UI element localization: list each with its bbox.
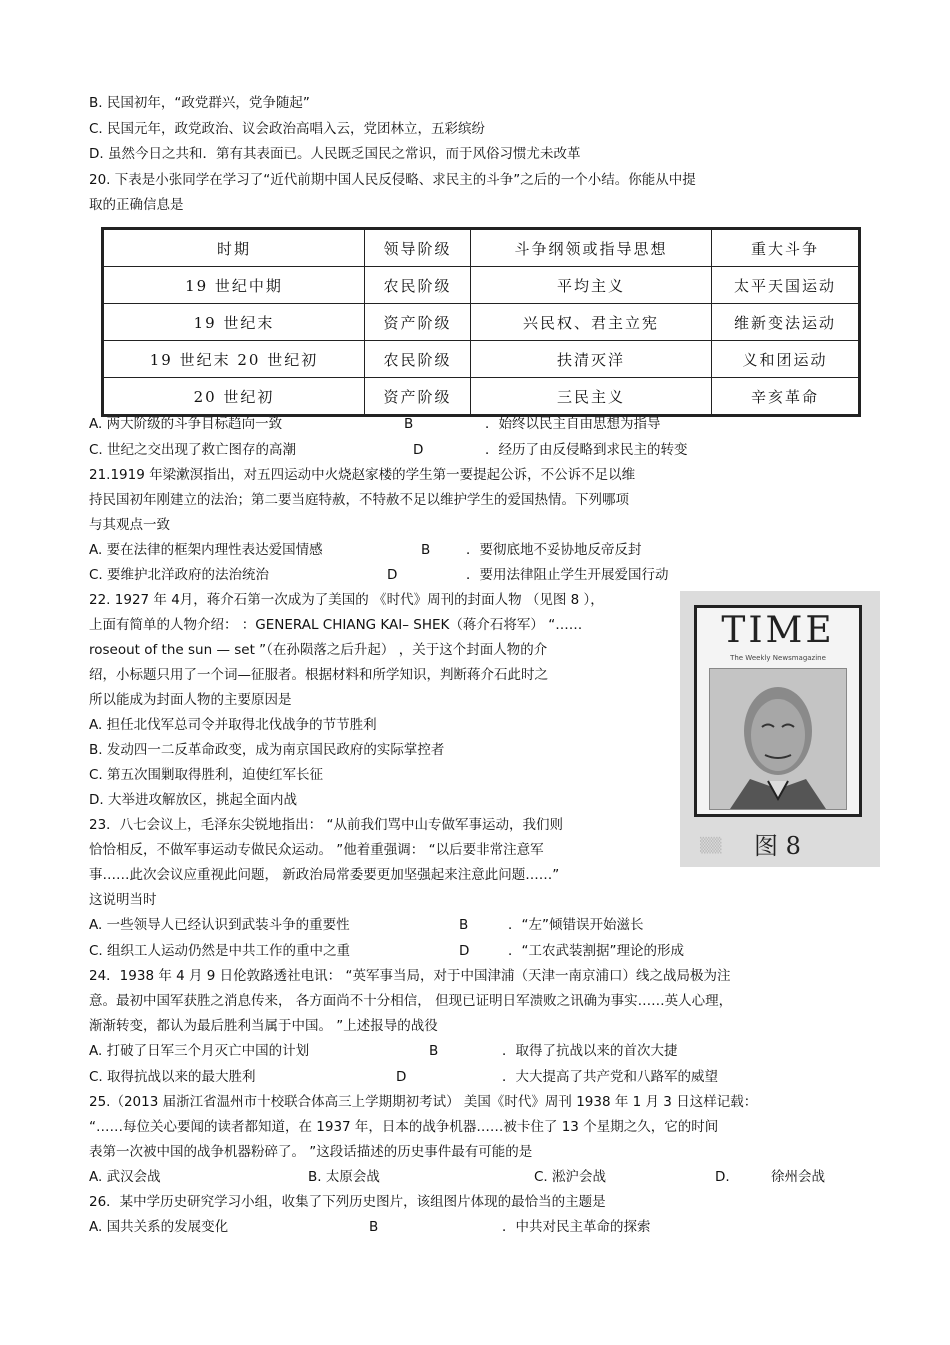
table-cell: 19 世纪末 <box>103 304 365 341</box>
table-cell: 义和团运动 <box>712 341 860 378</box>
q19-option-b: B. 民国初年，“政党群兴，党争随起” <box>89 95 310 111</box>
q20-option-c: C. 世纪之交出现了救亡图存的高潮 <box>89 442 297 458</box>
q24-option-d-marker: D <box>396 1069 407 1085</box>
q23-option-b: ．“左”倾错误开始滋长 <box>508 917 644 933</box>
table-row <box>103 378 860 416</box>
table-cell: 20 世纪初 <box>103 378 365 416</box>
q25-stem-line1: 25.（2013 届浙江省温州市十校联合体高三上学期期初考试） 美国《时代》周刊 1938 年 1 月 3 日这样记载： <box>89 1094 758 1110</box>
q23-option-a: A. 一些领导人已经认识到武装斗争的重要性 <box>89 917 350 933</box>
table-cell: 扶清灭洋 <box>471 341 712 378</box>
table-header-cell: 时期 <box>103 229 365 267</box>
q23-option-d-marker: D <box>459 943 470 959</box>
figure-8-time-cover <box>680 591 880 867</box>
q19-option-d: D. 虽然今日之共和．第有其表面已。人民既乏国民之常识，而于风俗习惯尤未改革 <box>89 146 581 162</box>
q24-option-b-marker: B <box>429 1043 439 1059</box>
q26-option-a: A. 国共关系的发展变化 <box>89 1219 229 1235</box>
q25-option-d-marker: D. <box>715 1169 730 1185</box>
q23-stem-line3: 事……此次会议应重视此问题， 新政治局常委要更加坚强起来注意此问题……” <box>89 867 560 883</box>
q20-option-d: ．经历了由反侵略到求民主的转变 <box>485 442 688 458</box>
q21-option-b-marker: B <box>421 542 431 558</box>
figure-caption: 图 8 <box>754 832 801 860</box>
q24-option-c: C. 取得抗战以来的最大胜利 <box>89 1069 256 1085</box>
q24-option-a: A. 打破了日军三个月灭亡中国的计划 <box>89 1043 310 1059</box>
magazine-subtitle: The Weekly Newsmagazine <box>730 654 826 662</box>
q23-option-b-marker: B <box>459 917 469 933</box>
q21-option-d: ．要用法律阻止学生开展爱国行动 <box>466 567 669 583</box>
q21-option-d-marker: D <box>387 567 398 583</box>
table-cell: 三民主义 <box>471 378 712 416</box>
q21-option-b: ．要彻底地不妥协地反帝反封 <box>466 542 642 558</box>
q25-stem-line3: 表第一次被中国的战争机器粉碎了。 ”这段话描述的历史事件最有可能的是 <box>89 1144 533 1160</box>
q20-option-b: ．始终以民主自由思想为指导 <box>485 416 661 432</box>
q24-stem-line2: 意。最初中国军获胜之消息传来， 各方面尚不十分相信， 但现已证明日军溃败之讯确为事实……英人心理， <box>89 993 733 1009</box>
q20-stem-line1: 20. 下表是小张同学在学习了“近代前期中国人民反侵略、求民主的斗争”之后的一个小结。你能从中提 <box>89 172 696 188</box>
q22-stem-line2: 上面有简单的人物介绍： ：GENERAL CHIANG KAI– SHEK（蒋介石将军） “…… <box>89 617 583 633</box>
q20-option-d-marker: D <box>413 442 424 458</box>
q22-option-b: B. 发动四一二反革命政变，成为南京国民政府的实际掌控者 <box>89 742 445 758</box>
q19-option-c: C. 民国元年，政党政治、议会政治高唱入云，党团林立，五彩缤纷 <box>89 121 486 137</box>
q24-option-b: ．取得了抗战以来的首次大捷 <box>502 1043 678 1059</box>
q21-stem-line3: 与其观点一致 <box>89 517 170 533</box>
q25-stem-line2: “……每位关心要闻的读者都知道，在 1937 年，日本的战争机器……被卡住了 13 个星期之久，它的时间 <box>89 1119 719 1135</box>
q26-option-b: ．中共对民主革命的探索 <box>502 1219 651 1235</box>
table-header-row <box>103 229 860 267</box>
table-cell: 农民阶级 <box>365 341 471 378</box>
q24-stem-line3: 渐渐转变，都认为最后胜利当属于中国。 ”上述报导的战役 <box>89 1018 438 1034</box>
table-cell: 农民阶级 <box>365 267 471 304</box>
q22-stem-line1: 22. 1927 年 4月，蒋介石第一次成为了美国的 《时代》周刊的封面人物 （见图 8 ）， <box>89 592 604 608</box>
q20-option-b-marker: B <box>404 416 414 432</box>
q23-stem-line2: 恰恰相反，不做军事运动专做民众运动。 ”他着重强调： “以后要非常注意军 <box>89 842 544 858</box>
table-cell: 19 世纪中期 <box>103 267 365 304</box>
q21-stem-line2: 持民国初年刚建立的法治；第二要当庭特赦，不特赦不足以维护学生的爱国热情。下列哪项 <box>89 492 629 508</box>
q23-option-d: ．“工农武装割据”理论的形成 <box>508 943 684 959</box>
table-header-cell: 领导阶级 <box>365 229 471 267</box>
table-cell: 太平天国运动 <box>712 267 860 304</box>
table-row <box>103 267 860 304</box>
scan-smudge-decoration: ▒▒ <box>700 838 722 854</box>
q26-stem-line1: 26．某中学历史研究学习小组，收集了下列历史图片，该组图片体现的最恰当的主题是 <box>89 1194 606 1210</box>
q22-stem-line4: 绍，小标题只用了一个词—征服者。根据材料和所学知识，判断蒋介石此时之 <box>89 667 548 683</box>
q23-stem-line1: 23．八七会议上，毛泽东尖锐地指出： “从前我们骂中山专做军事运动，我们则 <box>89 817 563 833</box>
portrait-image <box>709 668 847 810</box>
table-row <box>103 304 860 341</box>
q25-option-b: B. 太原会战 <box>308 1169 380 1185</box>
q22-option-c: C. 第五次围剿取得胜利，迫使红军长征 <box>89 767 324 783</box>
q22-stem-line5: 所以能成为封面人物的主要原因是 <box>89 692 292 708</box>
magazine-cover-frame <box>694 605 862 817</box>
q21-option-a: A. 要在法律的框架内理性表达爱国情感 <box>89 542 323 558</box>
table-row <box>103 341 860 378</box>
table-cell: 辛亥革命 <box>712 378 860 416</box>
portrait-drawing <box>710 669 846 809</box>
q22-option-a: A. 担任北伐军总司令并取得北伐战争的节节胜利 <box>89 717 377 733</box>
table-cell: 19 世纪末 20 世纪初 <box>103 341 365 378</box>
table-cell: 平均主义 <box>471 267 712 304</box>
table-cell: 资产阶级 <box>365 304 471 341</box>
q22-option-d: D. 大举进攻解放区，挑起全面内战 <box>89 792 297 808</box>
table-cell: 资产阶级 <box>365 378 471 416</box>
q24-stem-line1: 24．1938 年 4 月 9 日伦敦路透社电讯： “英军事当局，对于中国津浦（天津一南京浦口）线之战局极为注 <box>89 968 731 984</box>
magazine-title: TIME <box>721 610 835 651</box>
q25-option-a: A. 武汉会战 <box>89 1169 161 1185</box>
q21-stem-line1: 21.1919 年梁漱溟指出，对五四运动中火烧赵家楼的学生第一要提起公诉，不公诉不足以维 <box>89 467 636 483</box>
table-cell: 兴民权、君主立宪 <box>471 304 712 341</box>
q23-stem-line4: 这说明当时 <box>89 892 157 908</box>
q21-option-c: C. 要维护北洋政府的法治统治 <box>89 567 270 583</box>
table-header-cell: 重大斗争 <box>712 229 860 267</box>
q25-option-c: C. 淞沪会战 <box>534 1169 607 1185</box>
q20-option-a: A. 两大阶级的斗争目标趋向一致 <box>89 416 283 432</box>
q24-option-d: ．大大提高了共产党和八路军的威望 <box>502 1069 718 1085</box>
table-header-cell: 斗争纲领或指导思想 <box>471 229 712 267</box>
q23-option-c: C. 组织工人运动仍然是中共工作的重中之重 <box>89 943 351 959</box>
table-cell: 维新变法运动 <box>712 304 860 341</box>
q20-stem-line2: 取的正确信息是 <box>89 197 184 213</box>
q25-option-d: 徐州会战 <box>771 1169 825 1185</box>
q22-stem-line3: roseout of the sun — set ”（在孙陨落之后升起） ，关于这个封面人物的介 <box>89 642 548 658</box>
q20-summary-table <box>101 227 861 417</box>
q26-option-b-marker: B <box>369 1219 379 1235</box>
